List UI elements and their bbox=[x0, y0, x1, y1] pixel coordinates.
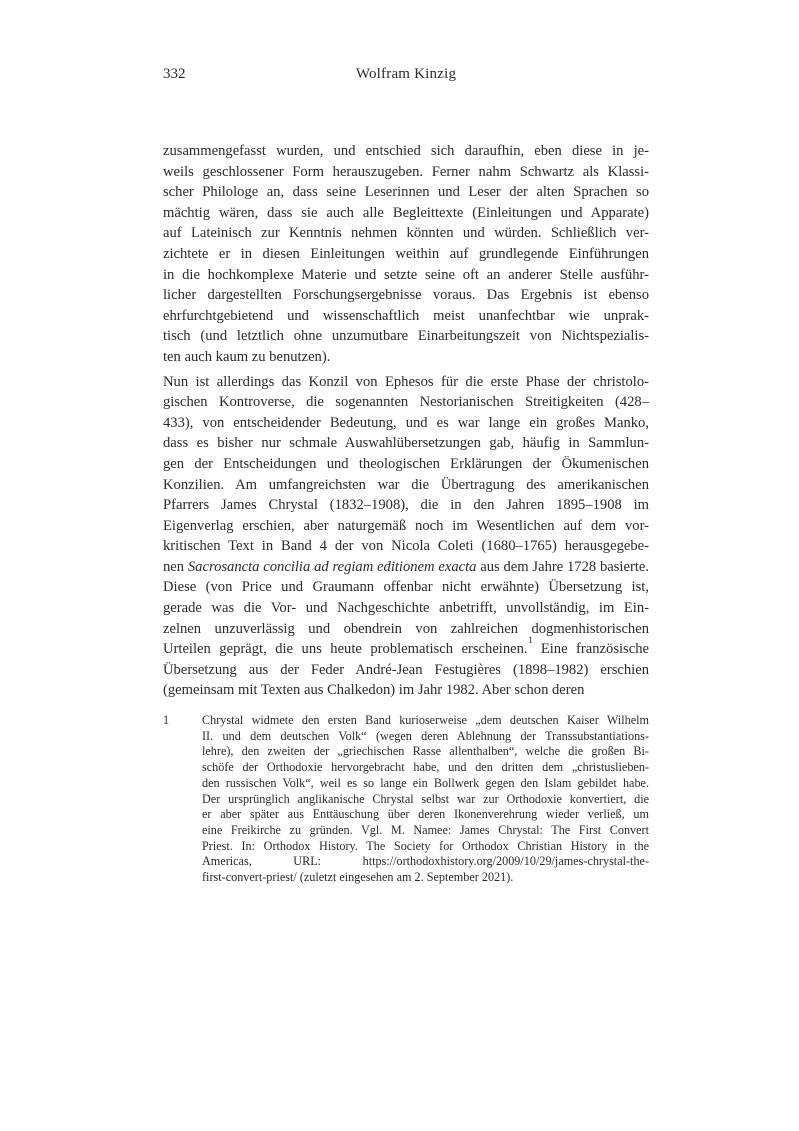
footnote-line: Der ursprünglich anglikanische Chrystal selbst war zur Orthodoxie konvertiert, die bbox=[202, 791, 649, 806]
text-segment: Urteilen geprägt, die uns heute problematisch erscheinen. bbox=[163, 641, 528, 658]
text-segment: nen bbox=[163, 558, 188, 575]
text-line-with-title bbox=[163, 557, 649, 578]
text-line: licher dargestellten Forschungsergebnisse voraus. Das Ergebnis ist ebenso bbox=[163, 287, 649, 304]
text-line: kritischen Text in Band 4 der von Nicola Coleti (1680–1765) herausgegebe- bbox=[163, 538, 649, 555]
text-segment: Eine französische bbox=[532, 641, 649, 658]
text-line: weils geschlossener Form herauszugeben. Ferner nahm Schwartz als Klassi- bbox=[163, 163, 649, 180]
text-line: Konzilien. Am umfangreichsten war die Übertragung des amerikanischen bbox=[163, 476, 649, 493]
text-line: gischen Kontroverse, die sogenannten Nestorianischen Streitigkeiten (428– bbox=[163, 394, 649, 411]
text-segment: aus dem Jahre 1728 basierte. bbox=[476, 558, 649, 575]
footnote-line: II. und dem deutschen Volk“ (wegen deren Ablehnung der Transsubstantiations- bbox=[202, 728, 649, 743]
footnote-line: schöfe der Orthodoxie hervorgebracht habe, und den dritten dem „christuslieben- bbox=[202, 760, 649, 775]
footnote-line: Chrystal widmete den ersten Band kurioserweise „dem deutschen Kaiser Wilhelm bbox=[202, 713, 649, 727]
footnote-line: first-convert-priest/ (zuletzt eingesehen am 2. September 2021). bbox=[202, 870, 514, 885]
text-line: zelnen unzuverlässig und obendrein von zahlreichen dogmenhistorischen bbox=[163, 620, 649, 637]
text-line: Pfarrers James Chrystal (1832–1908), die in den Jahren 1895–1908 im bbox=[163, 497, 649, 514]
text-line: zusammengefasst wurden, und entschied sich daraufhin, eben diese in je- bbox=[163, 143, 649, 159]
text-line-with-footnote-ref bbox=[163, 635, 649, 660]
text-line: in die hochkomplexe Materie und setzte seine oft an anderer Stelle ausführ- bbox=[163, 266, 649, 283]
text-line: scher Philologe an, dass seine Leserinnen und Leser der alten Sprachen so bbox=[163, 184, 649, 201]
footnote-line-url: Americas, URL: https://orthodoxhistory.org/2009/10/29/james-chrystal-the- bbox=[202, 854, 649, 869]
footnote-line: lehre), den zweiten der „griechischen Rasse allenthalben“, welche die großen Bi- bbox=[202, 744, 649, 759]
text-line: 433), von entscheidender Bedeutung, und es war lange ein großes Manko, bbox=[163, 414, 649, 431]
body-paragraph-2 bbox=[163, 372, 649, 702]
footnote-ref-superscript: 1 bbox=[528, 635, 533, 646]
text-line: gen der Entscheidungen und theologischen Erklärungen der Ökumenischen bbox=[163, 455, 649, 472]
footnote-line: den russischen Volk“, weil es so lange ein Bollwerk gegen den Islam gebildet habe. bbox=[202, 775, 649, 790]
text-line: ehrfurchtgebietend und wissenschaftlich meist unanfechtbar wie unprak- bbox=[163, 307, 649, 324]
text-line: Diese (von Price und Graumann offenbar nicht erwähnte) Übersetzung ist, bbox=[163, 579, 649, 596]
footnote-line: Priest. In: Orthodox History. The Society for Orthodox Christian History in the bbox=[202, 838, 649, 853]
text-line: Eigenverlag erschien, aber naturgemäß noch im Wesentlichen auf dem vor- bbox=[163, 517, 649, 534]
text-line: (gemeinsam mit Texten aus Chalkedon) im Jahr 1982. Aber schon deren bbox=[163, 682, 585, 699]
text-line: dass es bisher nur schmale Auswahlübersetzungen gab, häufig in Sammlun- bbox=[163, 435, 649, 452]
main-text-block bbox=[163, 141, 649, 701]
text-line: auf Lateinisch zur Kenntnis nehmen könnten und würden. Schließlich ver- bbox=[163, 225, 649, 242]
text-line: mächtig wären, dass sie auch alle Begleittexte (Einleitungen und Apparate) bbox=[163, 204, 649, 221]
page-header bbox=[163, 66, 649, 84]
footnote-line: er aber später aus Enttäuschung über deren Ikonenverehrung wieder verließ, um bbox=[202, 807, 649, 822]
text-line: Übersetzung aus der Feder André-Jean Festugières (1898–1982) erschien bbox=[163, 661, 649, 678]
text-line: gerade was die Vor- und Nachgeschichte anbetrifft, unvollständig, im Ein- bbox=[163, 600, 649, 617]
italic-work-title: Sacrosancta concilia ad regiam editionem exacta bbox=[187, 558, 477, 575]
running-head: Wolfram Kinzig bbox=[355, 66, 457, 82]
text-line: zichtete er in diesen Einleitungen weithin auf grundlegende Einführungen bbox=[163, 245, 649, 262]
text-line: ten auch kaum zu benutzen). bbox=[163, 348, 331, 365]
text-line: Nun ist allerdings das Konzil von Ephesos für die erste Phase der christolo- bbox=[163, 373, 649, 390]
footnote-block bbox=[163, 713, 649, 886]
body-paragraph-1 bbox=[163, 141, 649, 368]
footnote-number: 1 bbox=[163, 713, 170, 727]
footnote-line: eine Freikirche zu gründen. Vgl. M. Namee: James Chrystal: The First Convert bbox=[202, 822, 649, 837]
text-line: tisch (und letztlich ohne unzumutbare Einarbeitungszeit von Nichtspezialis- bbox=[163, 328, 649, 345]
page-number: 332 bbox=[163, 66, 186, 82]
